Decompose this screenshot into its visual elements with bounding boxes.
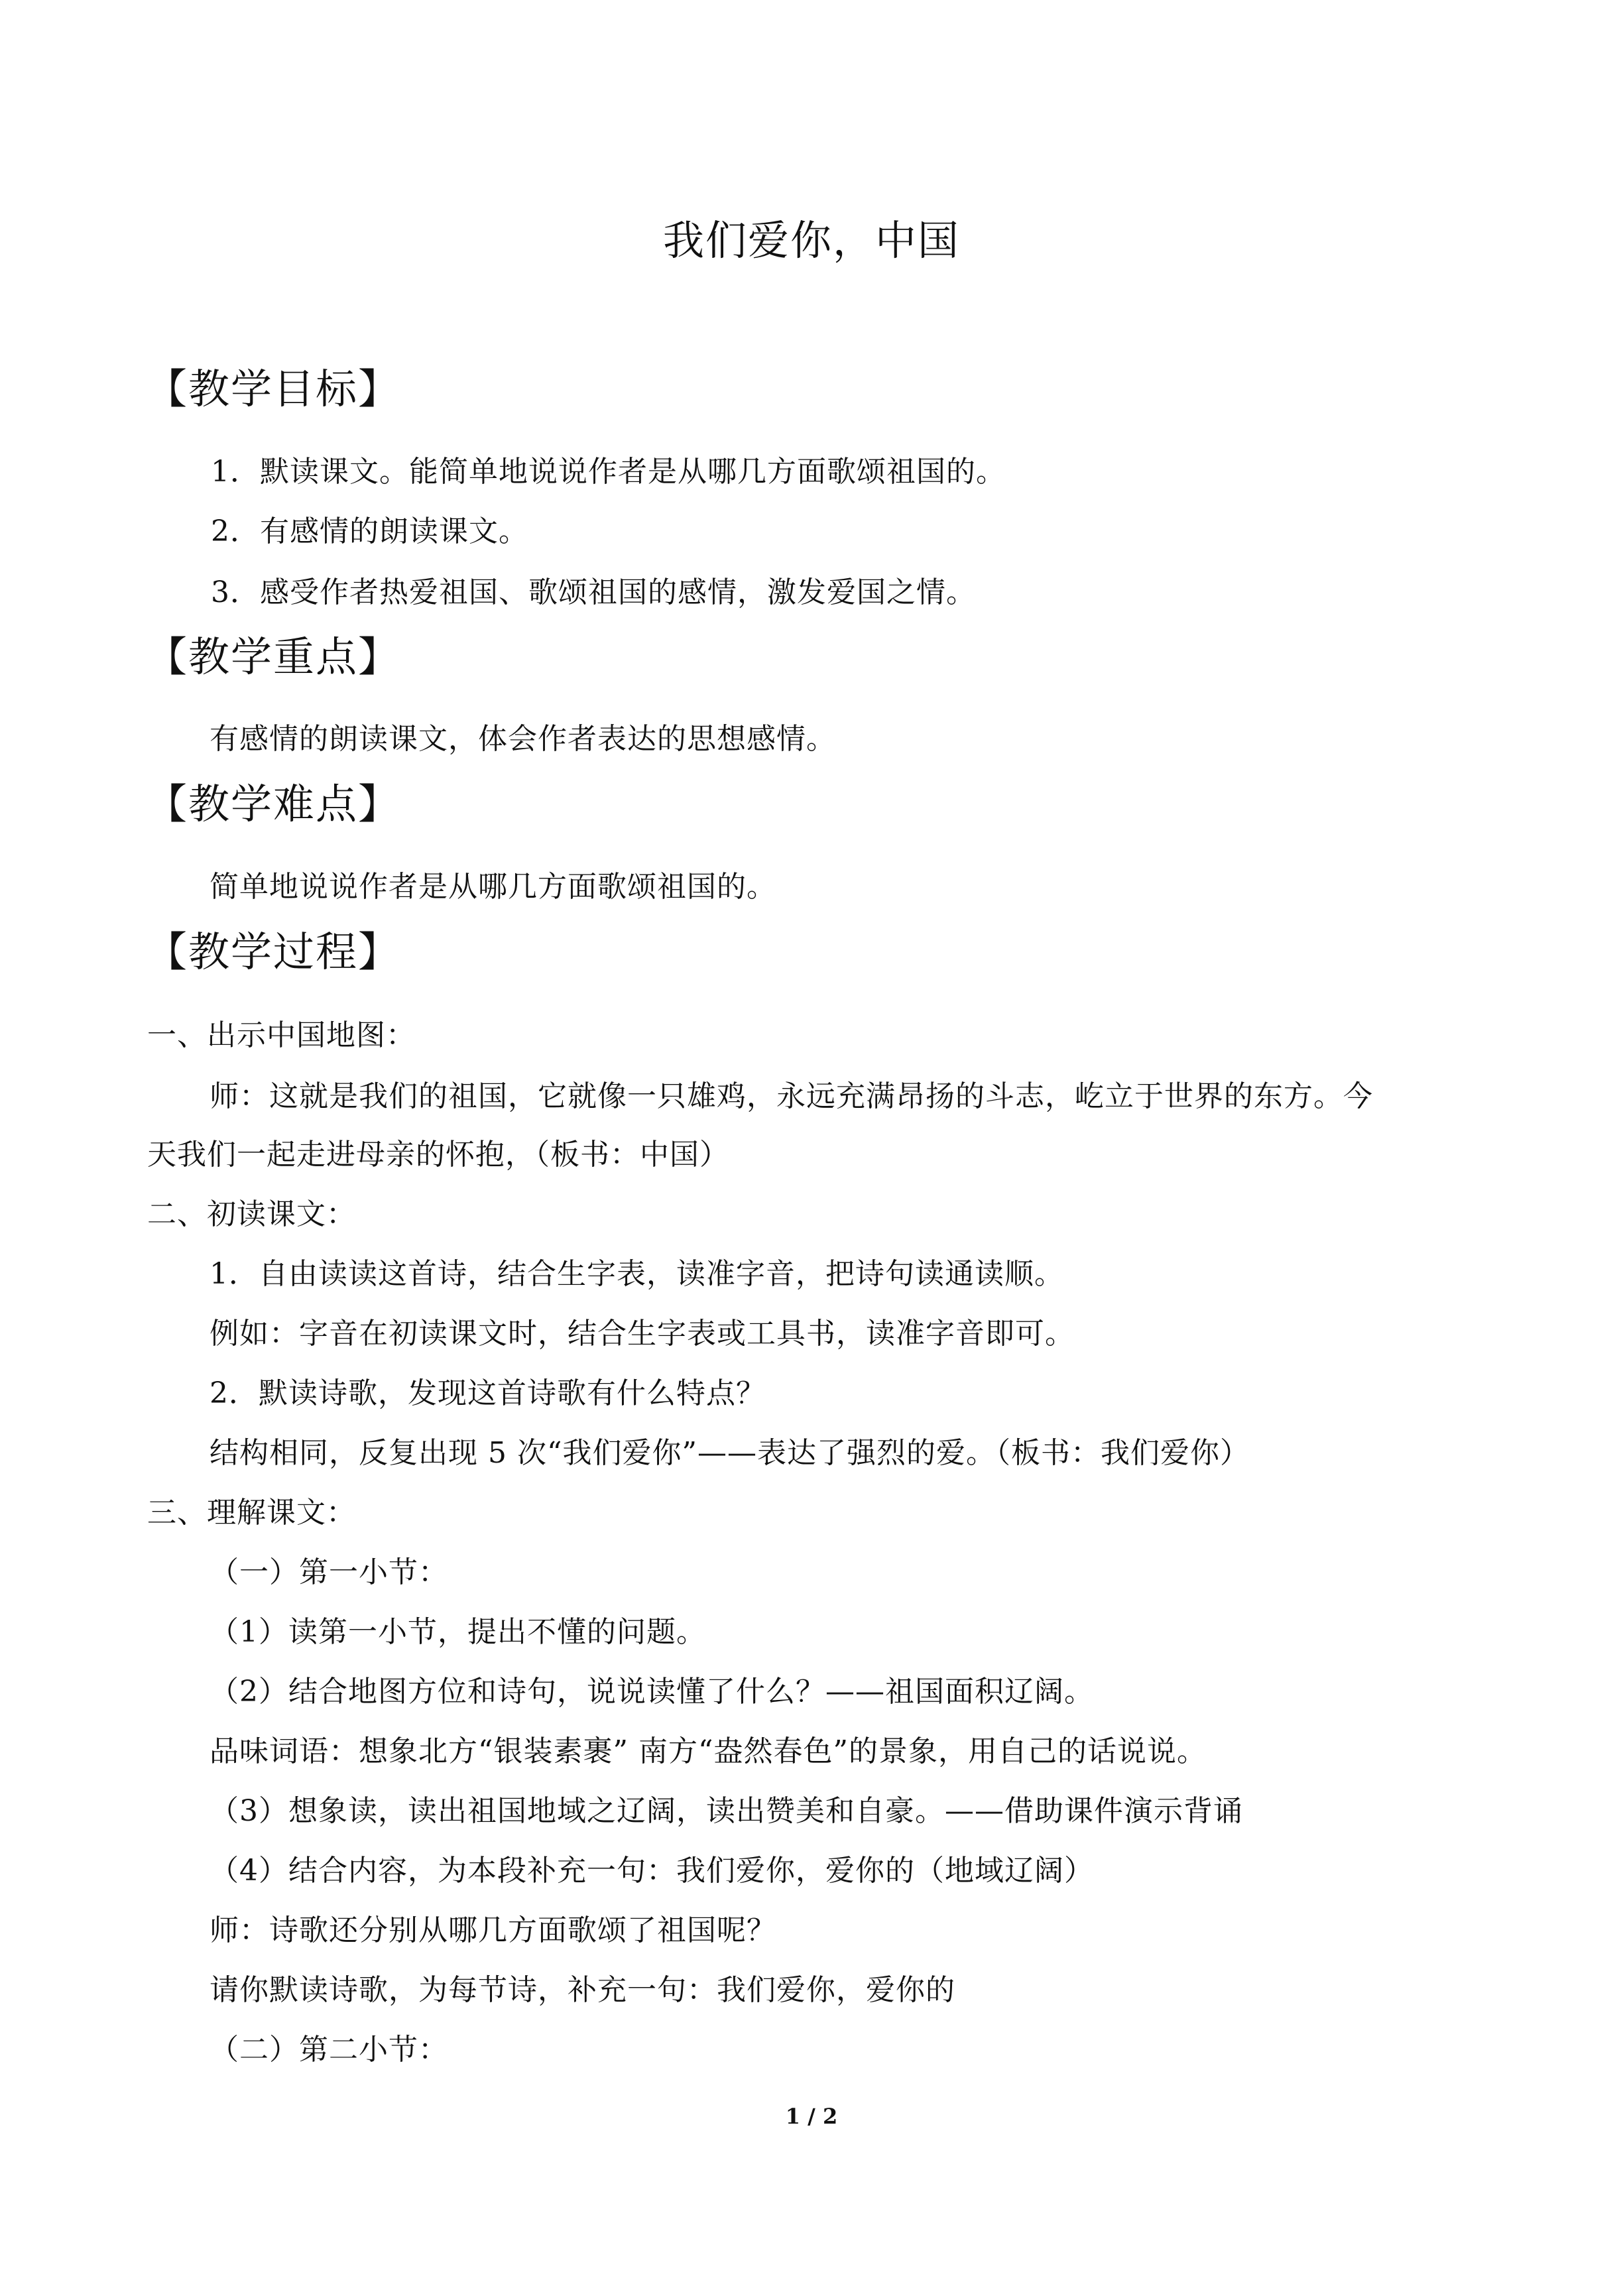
process-step-2-line: 2．默读诗歌，发现这首诗歌有什么特点？: [210, 1376, 766, 1410]
process-step-2-line: 例如：字音在初读课文时，结合生字表或工具书，读准字音即可。: [210, 1317, 1075, 1351]
document-title: 我们爱你，中国: [662, 216, 960, 265]
process-step-3-line: 师：诗歌还分别从哪几方面歌颂了祖国呢？: [210, 1913, 776, 1947]
process-step-1-title: 一、出示中国地图：: [147, 1018, 416, 1052]
process-step-3-line: 请你默读诗歌，为每节诗，补充一句：我们爱你，爱你的: [210, 1973, 955, 2007]
heading-difficulty: 【教学难点】: [146, 780, 401, 828]
page-number: 1 / 2: [785, 2104, 838, 2129]
heading-keypoints: 【教学重点】: [146, 633, 401, 681]
process-step-3-line: （3）想象读，读出祖国地域之辽阔，读出赞美和自豪。——借助课件演示背诵: [210, 1794, 1243, 1828]
objective-item-3: 3．感受作者热爱祖国、歌颂祖国的感情，激发爱国之情。: [211, 575, 976, 609]
heading-objectives: 【教学目标】: [146, 365, 401, 413]
process-step-2-line: 1．自由读读这首诗，结合生字表，读准字音，把诗句读通读顺。: [210, 1257, 1064, 1291]
process-step-3-line: 品味词语：想象北方“银装素裹” 南方“盎然春色”的景象，用自己的话说说。: [210, 1734, 1207, 1768]
keypoints-text: 有感情的朗读课文，体会作者表达的思想感情。: [210, 722, 836, 756]
process-step-3-line: （一）第一小节：: [210, 1555, 448, 1589]
objective-item-2: 2．有感情的朗读课文。: [211, 514, 528, 548]
difficulty-text: 简单地说说作者是从哪几方面歌颂祖国的。: [210, 870, 776, 904]
process-step-3-line: （4）结合内容，为本段补充一句：我们爱你，爱你的（地域辽阔）: [210, 1854, 1094, 1888]
process-step-3-line: （二）第二小节：: [210, 2033, 448, 2067]
process-step-1-line: 师：这就是我们的祖国，它就像一只雄鸡，永远充满昂扬的斗志，屹立于世界的东方。今: [210, 1079, 1373, 1113]
process-step-3-line: （2）结合地图方位和诗句，说说读懂了什么？——祖国面积辽阔。: [210, 1675, 1094, 1709]
process-step-2-line: 结构相同，反复出现 5 次“我们爱你”——表达了强烈的爱。（板书：我们爱你）: [210, 1436, 1250, 1470]
process-step-3-line: （1）读第一小节，提出不懂的问题。: [210, 1615, 706, 1649]
objective-item-1: 1．默读课文。能简单地说说作者是从哪几方面歌颂祖国的。: [211, 455, 1006, 489]
process-step-1-line: 天我们一起走进母亲的怀抱，（板书：中国）: [147, 1138, 729, 1172]
process-step-3-title: 三、理解课文：: [147, 1496, 356, 1530]
process-step-2-title: 二、初读课文：: [147, 1197, 356, 1231]
heading-process: 【教学过程】: [146, 928, 401, 976]
